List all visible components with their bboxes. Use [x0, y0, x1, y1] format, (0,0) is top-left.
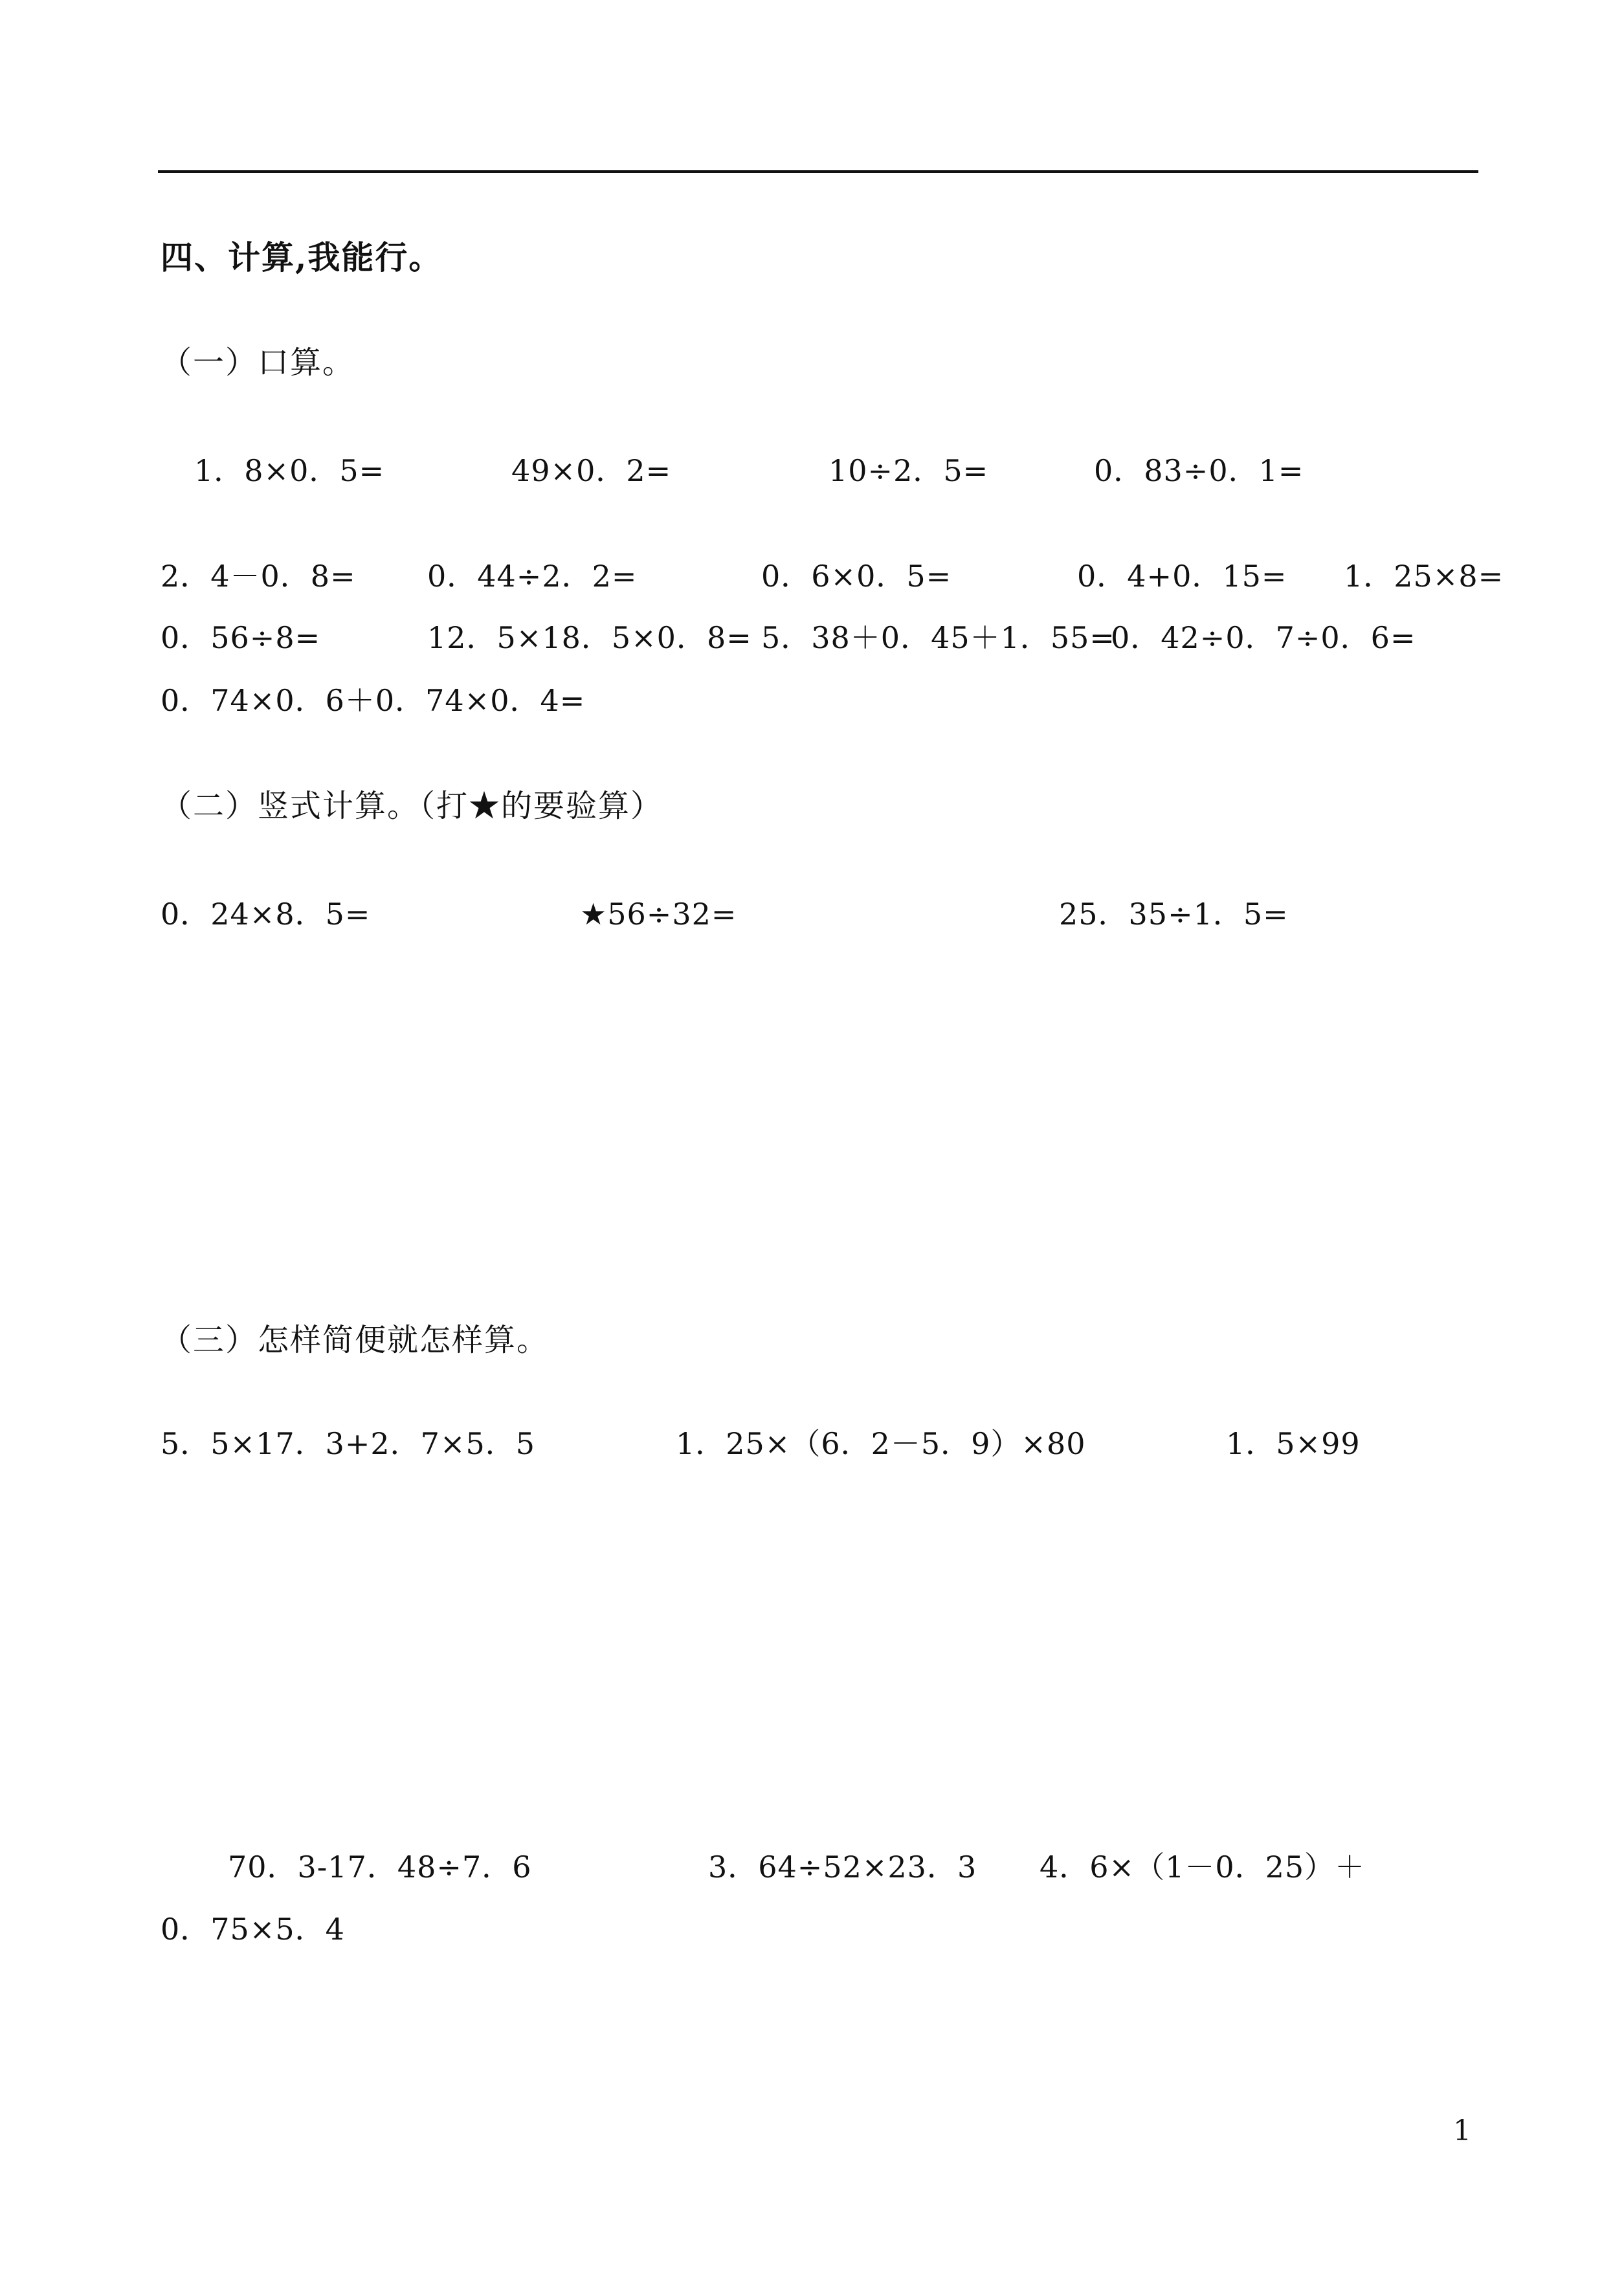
oral-item: 0．74×0．6＋0．74×0．4=: [161, 683, 586, 718]
oral-item: 0．42÷0．7÷0．6=: [1111, 620, 1416, 655]
oral-item: 0．4+0．15=: [1077, 559, 1287, 594]
oral-item: 5．38＋0．45＋1．55=: [761, 620, 1115, 655]
oral-item: 49×0．2=: [511, 453, 672, 488]
oral-item: 0．6×0．5=: [761, 559, 952, 594]
simplify-item: 1．25×（6．2－5．9）×80: [676, 1426, 1086, 1461]
oral-item: 0．44÷2．2=: [427, 559, 638, 594]
vertical-item: ★56÷32=: [580, 897, 737, 932]
oral-item: 1．25×8=: [1344, 559, 1504, 594]
simplify-item: 5．5×17．3+2．7×5．5: [161, 1426, 536, 1461]
oral-item: 12．5×18．5×0．8=: [427, 620, 752, 655]
simplify-item: 3．64÷52×23．3: [708, 1850, 977, 1885]
oral-item: 10÷2．5=: [829, 453, 989, 488]
part3-title: （三）怎样简便就怎样算。: [161, 1322, 550, 1358]
simplify-item: 70．3-17．48÷7．6: [228, 1850, 532, 1885]
oral-item: 2．4－0．8=: [161, 559, 356, 594]
section-title: 四、计算,我能行。: [161, 238, 443, 276]
oral-item: 0．83÷0．1=: [1094, 453, 1304, 488]
part2-title: （二）竖式计算。（打★的要验算）: [161, 788, 663, 824]
oral-item: 0．56÷8=: [161, 620, 321, 655]
oral-item: 1．8×0．5=: [194, 453, 385, 488]
vertical-item: 0．24×8．5=: [161, 897, 371, 932]
simplify-item: 4．6×（1－0．25）＋: [1040, 1850, 1366, 1885]
part1-title: （一）口算。: [161, 344, 355, 381]
vertical-item: 25．35÷1．5=: [1059, 897, 1289, 932]
header-rule: [158, 170, 1478, 173]
page-number: 1: [1453, 2114, 1471, 2147]
simplify-item: 1．5×99: [1226, 1426, 1361, 1461]
simplify-item: 0．75×5．4: [161, 1912, 345, 1947]
